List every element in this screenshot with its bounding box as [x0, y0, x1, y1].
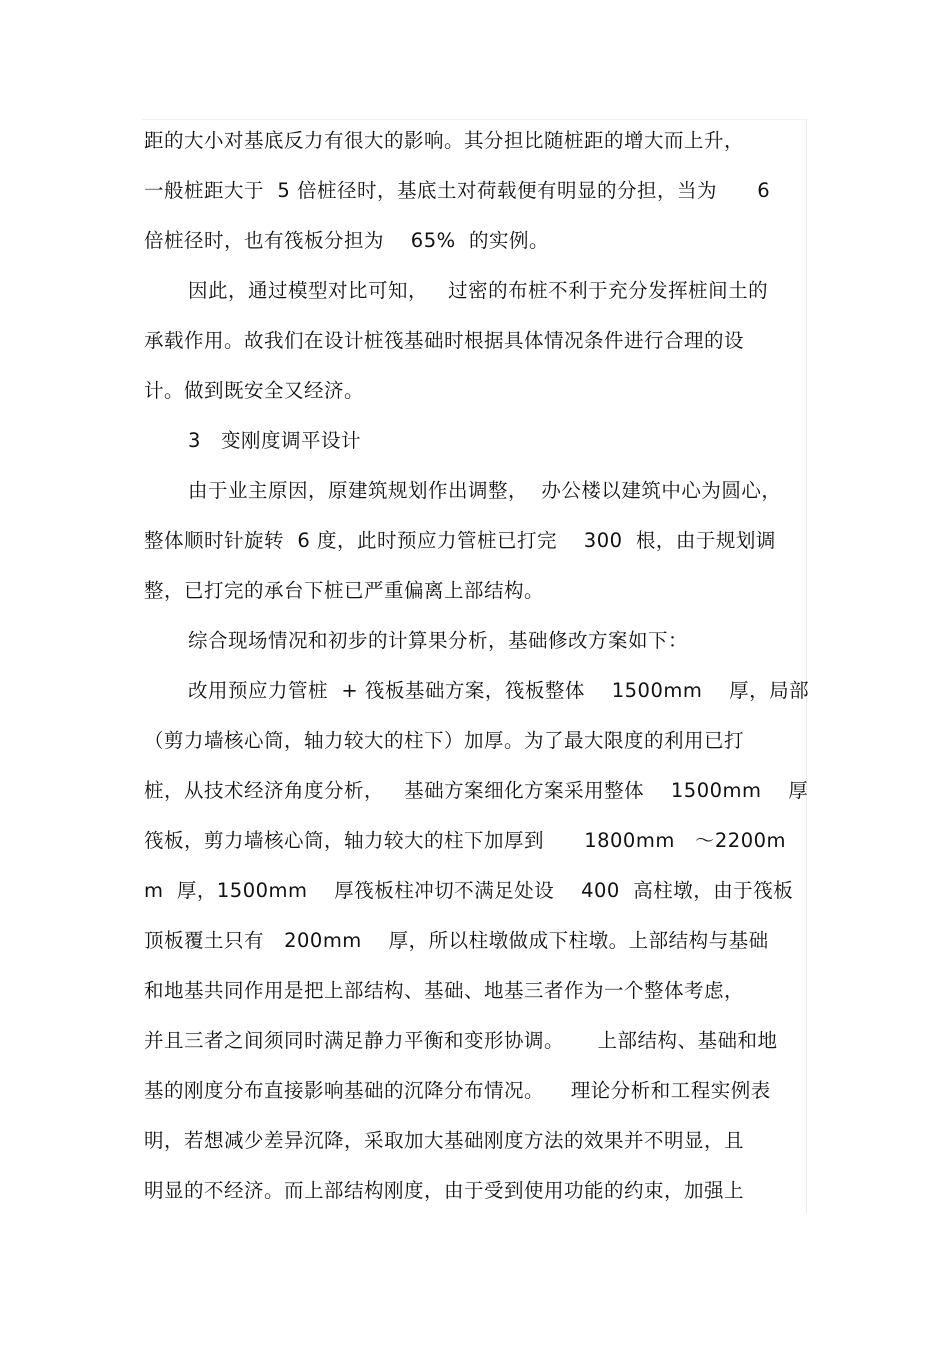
text-line: 倍桩径时，也有筏板分担为 65% 的实例。	[144, 229, 550, 252]
paragraph-start-line: 综合现场情况和初步的计算果分析，基础修改方案如下：	[188, 629, 689, 652]
text-line: 计。做到既安全又经济。	[144, 379, 365, 402]
text-line: 一般桩距大于 5 倍桩径时，基底土对荷载便有明显的分担，当为 6	[144, 179, 771, 202]
text-line: 和地基共同作用是把上部结构、基础、地基三者作为一个整体考虑，	[144, 979, 745, 1002]
text-line: 桩，从技术经济角度分析， 基础方案细化方案采用整体 1500mm 厚	[144, 779, 809, 802]
section-heading: 3 变刚度调平设计	[188, 429, 362, 452]
paragraph-start-line: 改用预应力管桩 + 筏板基础方案，筏板整体 1500mm 厚，局部	[188, 679, 810, 702]
text-line: 顶板覆土只有 200mm 厚，所以柱墩做成下柱墩。上部结构与基础	[144, 929, 769, 952]
text-line: 整体顺时针旋转 6 度，此时预应力管桩已打完 300 根，由于规划调	[144, 529, 776, 552]
text-line: 筏板，剪力墙核心筒，轴力较大的柱下加厚到 1800mm ～2200m	[144, 829, 787, 852]
text-line: 距的大小对基底反力有很大的影响。其分担比随桩距的增大而上升，	[144, 129, 745, 152]
text-line: 承载作用。故我们在设计桩筏基础时根据具体情况条件进行合理的设	[144, 329, 745, 352]
paragraph-start-line: 由于业主原因，原建筑规划作出调整， 办公楼以建筑中心为圆心，	[188, 479, 782, 502]
paragraph-start-line: 因此，通过模型对比可知， 过密的布桩不利于充分发挥桩间土的	[188, 279, 769, 302]
text-line: m 厚，1500mm 厚筏板柱冲切不满足处设 400 高柱墩，由于筏板	[144, 879, 794, 902]
text-line: 明，若想减少差异沉降，采取加大基础刚度方法的效果并不明显，且	[144, 1129, 745, 1152]
text-line: （剪力墙核心筒，轴力较大的柱下）加厚。为了最大限度的利用已打	[144, 729, 745, 752]
text-line: 整，已打完的承台下桩已严重偏离上部结构。	[144, 579, 545, 602]
text-line: 并且三者之间须同时满足静力平衡和变形协调。 上部结构、基础和地	[144, 1029, 778, 1052]
text-line: 基的刚度分布直接影响基础的沉降分布情况。 理论分析和工程实例表	[144, 1079, 771, 1102]
text-line: 明显的不经济。而上部结构刚度，由于受到使用功能的约束，加强上	[144, 1179, 745, 1202]
